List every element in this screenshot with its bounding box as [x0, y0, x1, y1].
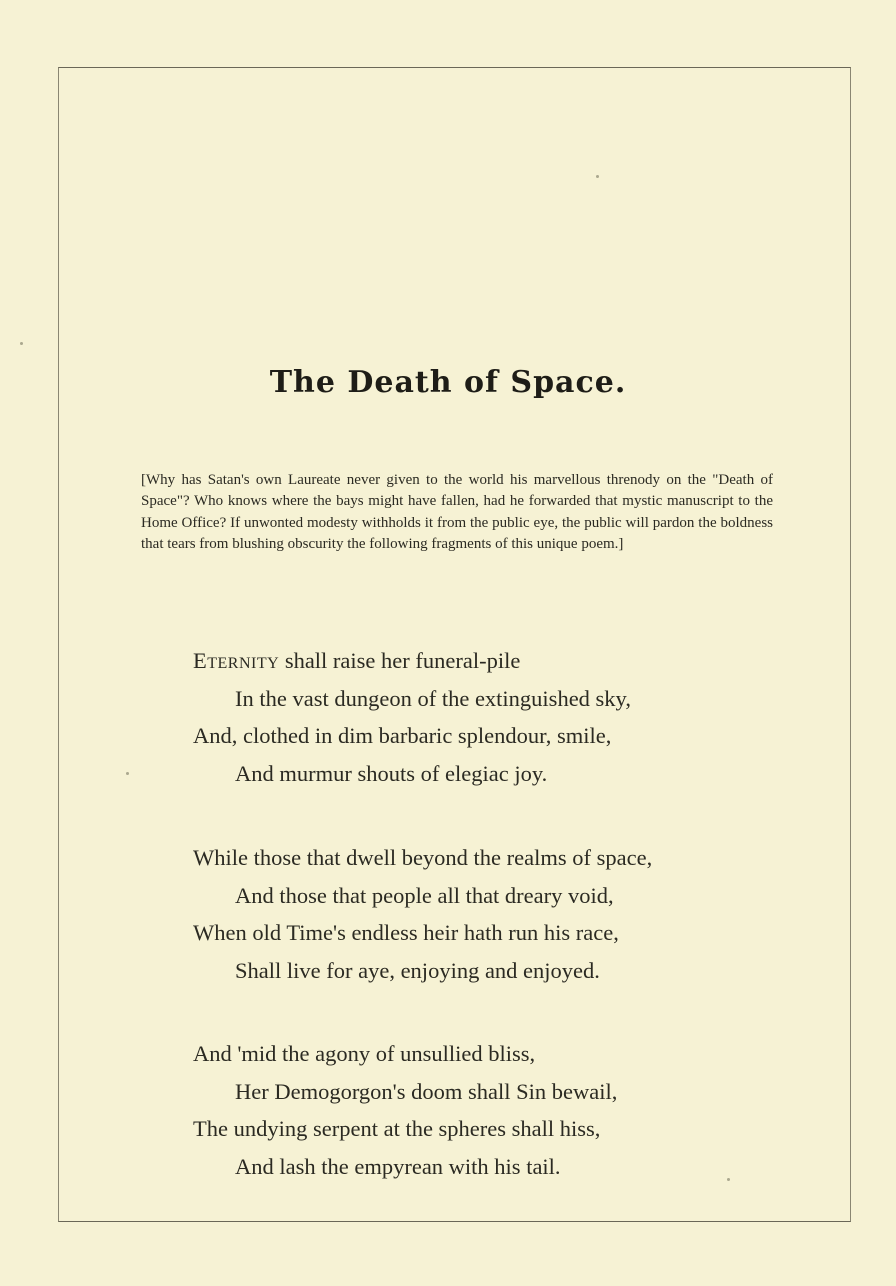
stanza-2-line-2: And those that people all that dreary void, [235, 882, 614, 908]
stanza-1-line-4: And murmur shouts of elegiac joy. [235, 760, 548, 786]
stanza-1-first-word: Eternity [193, 648, 280, 673]
stanza-3-line-1: And 'mid the agony of unsullied bliss, [193, 1041, 536, 1066]
stanza-2 [193, 839, 813, 989]
stanza-3 [193, 1035, 813, 1185]
stanza-3-line-2: Her Demogorgon's doom shall Sin bewail, [235, 1078, 618, 1104]
paper-speck [126, 772, 129, 775]
stanza-2-line-3: When old Time's endless heir hath run his race, [193, 920, 619, 945]
stanza-1-line-3: And, clothed in dim barbaric splendour, smile, [193, 723, 612, 748]
stanza-2-line-1: While those that dwell beyond the realms of space, [193, 845, 653, 870]
paper-speck [20, 342, 23, 345]
stanza-1-line-2: In the vast dungeon of the extinguished sky, [235, 685, 631, 711]
stanza-1-line-1 [193, 642, 813, 680]
stanza-3-line-3: The undying serpent at the spheres shall hiss, [193, 1116, 601, 1141]
stanza-3-line-4: And lash the empyrean with his tail. [235, 1153, 561, 1179]
stanza-1-line-1-rest: shall raise her funeral-pile [279, 648, 521, 673]
paper-speck [596, 175, 599, 178]
paper-speck [727, 1178, 730, 1181]
poem-title: The Death of Space. [269, 365, 627, 400]
stanza-1 [193, 642, 813, 792]
stanza-2-line-4: Shall live for aye, enjoying and enjoyed. [235, 957, 600, 983]
editorial-preface: [Why has Satan's own Laureate never given to the world his marvellous threnody on the "Death of Space"? Who knows where the bays might have fallen, had he forwarded that mystic manuscript to the Home Office? If unwonted modesty withholds it from the public eye, the public will pardon the boldness that tears from blushing obscurity the following fragments of this unique poem.] [141, 472, 773, 553]
